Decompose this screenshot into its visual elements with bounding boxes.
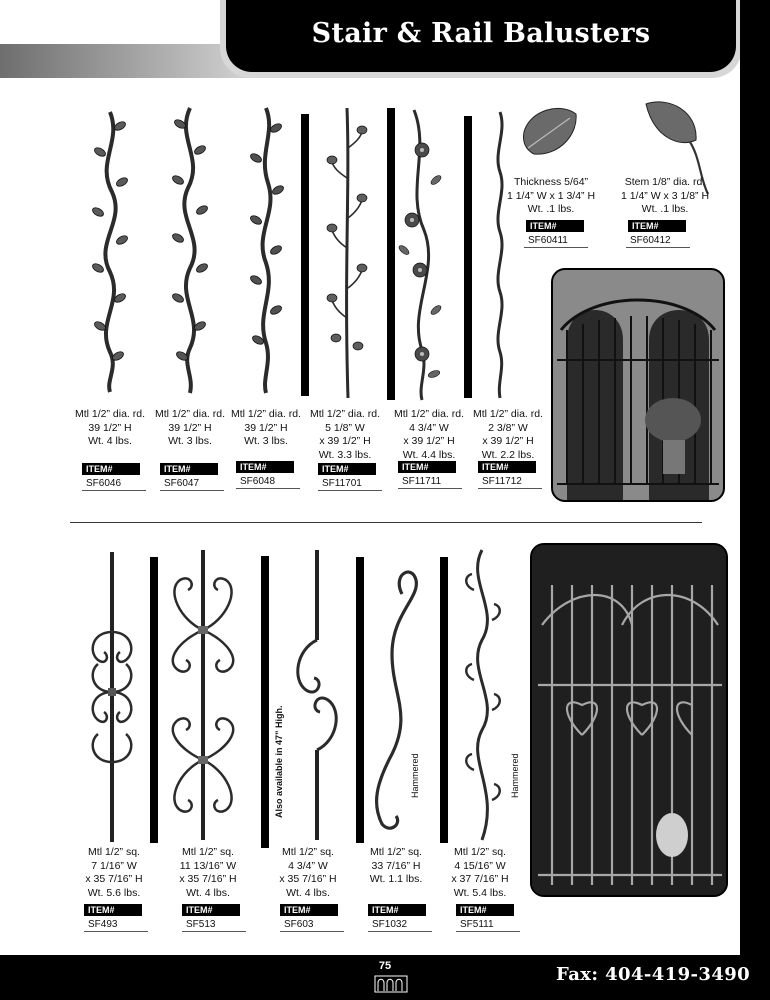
column-divider-bar (440, 557, 448, 843)
spec-line: Stem 1/8” dia. rd. (624, 176, 706, 188)
baluster-sf603-image (292, 550, 342, 840)
spec-line: Mtl 1/2” dia. rd. (74, 408, 146, 420)
item-label: ITEM# (82, 463, 140, 475)
spec-line: Wt. 4.4 lbs. (402, 448, 456, 461)
spec-line: Mtl 1/2” dia. rd. (230, 408, 302, 420)
item-code-sf11712: SF11712 (478, 475, 542, 489)
item-code-sf5111: SF5111 (456, 918, 520, 932)
product-spec-sf5111 (440, 846, 520, 900)
item-code-sf493: SF493 (84, 918, 148, 932)
item-code-sf1032: SF1032 (368, 918, 432, 932)
spec-line: Thickness 5/64” (513, 176, 589, 188)
spec-line: Wt. 2.2 lbs. (481, 448, 535, 461)
item-code-sf60412: SF60412 (626, 234, 690, 248)
spec-line: 5 1/8” W (325, 421, 365, 434)
also-available-note: Also available in 47” High. (274, 705, 284, 818)
spec-line: Wt. 5.6 lbs. (87, 886, 141, 899)
spec-line: 4 3/4” W (288, 859, 328, 872)
spec-line: x 39 1/2” H (482, 435, 534, 447)
gate-scroll-photo (530, 543, 728, 897)
baluster-sf5111-image (456, 550, 506, 840)
spec-line: 11 13/16” W (179, 859, 237, 872)
product-spec-sf603 (268, 846, 348, 900)
fax-number: Fax: 404-419-3490 (556, 964, 751, 985)
product-spec-sf6047 (150, 408, 230, 449)
item-code-sf11701: SF11701 (318, 477, 382, 491)
spec-line: x 39 1/2” H (319, 435, 371, 447)
item-code-sf6047: SF6047 (160, 477, 224, 491)
page-number: 75 (378, 960, 392, 972)
leaf-sf60411-image (520, 104, 580, 160)
column-divider-bar (150, 557, 158, 843)
product-spec-sf11712 (468, 408, 548, 462)
page-title: Stair & Rail Balusters (311, 18, 651, 49)
spec-line: Wt. .1 lbs. (641, 203, 689, 215)
item-label: ITEM# (456, 904, 514, 916)
spec-line: x 39 1/2” H (403, 435, 455, 447)
item-label: ITEM# (368, 904, 426, 916)
baluster-flower-image (396, 110, 448, 400)
item-label: ITEM# (160, 463, 218, 475)
spec-line: 39 1/2” H (244, 421, 288, 434)
item-label: ITEM# (628, 220, 686, 232)
product-spec-sf6046 (70, 408, 150, 449)
hammered-note: Hammered (410, 753, 420, 798)
spec-line: 1 1/4” W x 1 3/4” H (506, 189, 596, 202)
spec-line: 1 1/4” W x 3 1/8” H (620, 189, 710, 202)
spec-line: 39 1/2” H (88, 421, 132, 434)
column-divider-bar (301, 114, 309, 396)
baluster-wavy-image (485, 112, 515, 398)
product-spec-sf493 (74, 846, 154, 900)
spec-line: 7 1/16” W (91, 859, 137, 872)
section-divider (70, 522, 702, 523)
spec-line: Wt. .1 lbs. (527, 203, 575, 215)
spec-line: Wt. 1.1 lbs. (369, 873, 423, 885)
column-divider-bar (261, 556, 269, 848)
baluster-vine-image-2 (170, 108, 210, 393)
spec-line: Mtl 1/2” sq. (182, 846, 234, 858)
spec-line: x 35 7/16” H (85, 873, 143, 885)
item-code-sf6046: SF6046 (82, 477, 146, 491)
spec-line: Mtl 1/2” sq. (370, 846, 422, 858)
gate-arch-photo (551, 268, 725, 502)
spec-line: x 37 7/16” H (451, 873, 509, 885)
spec-line: Wt. 4 lbs. (88, 435, 132, 447)
baluster-sf513-image (160, 550, 246, 840)
spec-line: Mtl 1/2” dia. rd. (472, 408, 544, 420)
item-label: ITEM# (236, 461, 294, 473)
item-label: ITEM# (280, 904, 338, 916)
product-spec-sf11711 (388, 408, 470, 462)
spec-line: Mtl 1/2” sq. (282, 846, 334, 858)
spec-line: Wt. 4 lbs. (186, 886, 230, 899)
product-spec-sf1032 (356, 846, 436, 887)
spec-line: Mtl 1/2” sq. (454, 846, 506, 858)
item-code-sf11711: SF11711 (398, 475, 462, 489)
item-label: ITEM# (398, 461, 456, 473)
product-spec-sf11701 (304, 408, 386, 462)
company-logo-icon (374, 975, 408, 993)
spec-line: Wt. 3 lbs. (168, 435, 212, 447)
column-divider-bar (387, 108, 395, 400)
spec-line: Mtl 1/2” dia. rd. (393, 408, 465, 420)
item-label: ITEM# (526, 220, 584, 232)
spec-line: 33 7/16” H (371, 859, 421, 872)
column-divider-bar (464, 116, 472, 398)
item-label: ITEM# (478, 461, 536, 473)
spec-line: Mtl 1/2” dia. rd. (154, 408, 226, 420)
hammered-note: Hammered (510, 753, 520, 798)
spec-line: Wt. 5.4 lbs. (453, 886, 507, 899)
spec-line: Wt. 3.3 lbs. (318, 448, 372, 461)
item-code-sf60411: SF60411 (524, 234, 588, 248)
spec-line: Mtl 1/2” dia. rd. (309, 408, 381, 420)
product-spec-sf513 (166, 846, 250, 900)
spec-line: x 35 7/16” H (279, 873, 337, 885)
item-label: ITEM# (84, 904, 142, 916)
right-edge-bar (740, 0, 770, 1000)
item-code-sf6048: SF6048 (236, 475, 300, 489)
spec-line: Wt. 4 lbs. (286, 886, 330, 899)
spec-line: x 35 7/16” H (179, 873, 237, 885)
leaf-spec-sf60412 (606, 176, 724, 217)
spec-line: Mtl 1/2” sq. (88, 846, 140, 858)
spec-line: Wt. 3 lbs. (244, 435, 288, 447)
spec-line: 2 3/8” W (488, 421, 528, 434)
item-label: ITEM# (182, 904, 240, 916)
item-code-sf513: SF513 (182, 918, 246, 932)
spec-line: 39 1/2” H (168, 421, 212, 434)
leaf-spec-sf60411 (496, 176, 606, 217)
spec-line: 4 3/4” W (409, 421, 449, 434)
item-label: ITEM# (318, 463, 376, 475)
item-code-sf603: SF603 (280, 918, 344, 932)
baluster-vine-image-1 (90, 112, 130, 392)
baluster-vine-image-3 (246, 108, 286, 393)
product-spec-sf6048 (226, 408, 306, 449)
spec-line: 4 15/16” W (454, 859, 506, 872)
baluster-leaf-stem-image (322, 108, 372, 398)
baluster-sf493-image (82, 552, 142, 842)
